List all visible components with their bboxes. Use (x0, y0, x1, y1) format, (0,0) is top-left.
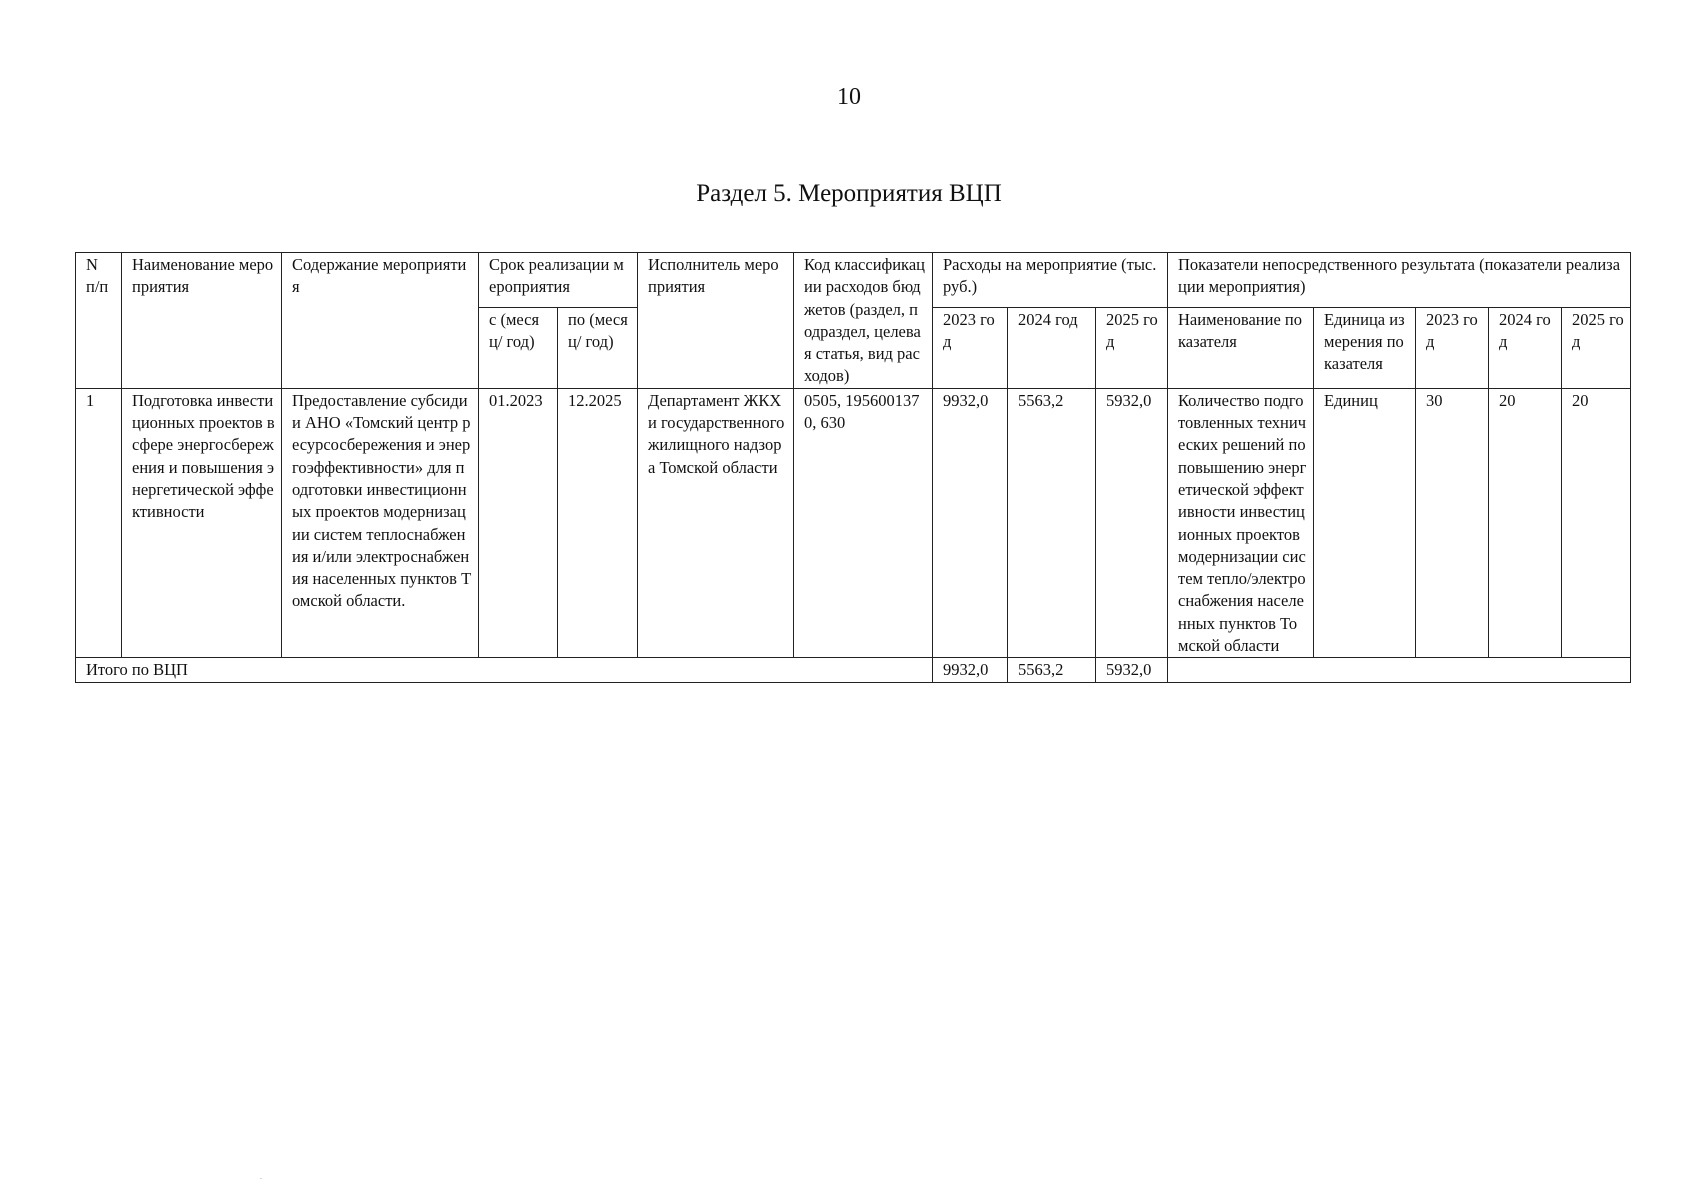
total-row (76, 658, 1631, 682)
events-table (75, 252, 1631, 683)
header-code: Код классификации расходов бюджетов (раздел, подраздел, целевая статья, вид расходов) (794, 253, 933, 389)
row-ind-2025: 20 (1562, 388, 1631, 658)
total-label: Итого по ВЦП (76, 658, 933, 682)
total-exp-2023: 9932,0 (933, 658, 1008, 682)
row-exp-2023: 9932,0 (933, 388, 1008, 658)
header-row (76, 253, 1631, 308)
row-executor: Департамент ЖКХ и государственного жилищного надзора Томской области (638, 388, 794, 658)
row-name: Подготовка инвестиционных проектов в сфере энергосбережения и повышения энергетической эффективности (122, 388, 282, 658)
header-period-to: по (месяц/ год) (558, 307, 638, 388)
header-ind-name: Наименование показателя (1168, 307, 1314, 388)
row-num: 1 (76, 388, 122, 658)
row-ind-unit: Единиц (1314, 388, 1416, 658)
row-code: 0505, 1956001370, 630 (794, 388, 933, 658)
header-exp-2025: 2025 год (1096, 307, 1168, 388)
header-executor: Исполнитель мероприятия (638, 253, 794, 389)
row-ind-2023: 30 (1416, 388, 1489, 658)
header-num: N п/п (76, 253, 122, 389)
total-indicators-empty (1168, 658, 1631, 682)
header-ind-2024: 2024 год (1489, 307, 1562, 388)
total-exp-2024: 5563,2 (1008, 658, 1096, 682)
header-ind-unit: Единица измерения показателя (1314, 307, 1416, 388)
row-content: Предоставление субсидии АНО «Томский центр ресурсосбережения и энергоэффективности» для подготовки инвестиционных проектов модернизации систем теплоснабжения и/или электроснабжения населенных пунктов Томской области. (282, 388, 479, 658)
header-expenses: Расходы на мероприятие (тыс. руб.) (933, 253, 1168, 308)
header-exp-2024: 2024 год (1008, 307, 1096, 388)
scan-mark: . (260, 1172, 262, 1181)
header-indicators: Показатели непосредственного результата (показатели реализации мероприятия) (1168, 253, 1631, 308)
header-exp-2023: 2023 год (933, 307, 1008, 388)
row-exp-2025: 5932,0 (1096, 388, 1168, 658)
section-title: Раздел 5. Мероприятия ВЦП (696, 180, 1002, 207)
header-ind-2025: 2025 год (1562, 307, 1631, 388)
table-row (76, 388, 1631, 658)
row-period-from: 01.2023 (479, 388, 558, 658)
header-name: Наименование мероприятия (122, 253, 282, 389)
row-ind-name: Количество подготовленных технических решений по повышению энергетической эффективности инвестиционных проектов модернизации систем тепло/электроснабжения населенных пунктов Томской области (1168, 388, 1314, 658)
header-period-from: с (месяц/ год) (479, 307, 558, 388)
total-exp-2025: 5932,0 (1096, 658, 1168, 682)
header-ind-2023: 2023 год (1416, 307, 1489, 388)
row-exp-2024: 5563,2 (1008, 388, 1096, 658)
header-content: Содержание мероприятия (282, 253, 479, 389)
row-ind-2024: 20 (1489, 388, 1562, 658)
row-period-to: 12.2025 (558, 388, 638, 658)
page-number: 10 (837, 84, 861, 110)
header-period: Срок реализации мероприятия (479, 253, 638, 308)
